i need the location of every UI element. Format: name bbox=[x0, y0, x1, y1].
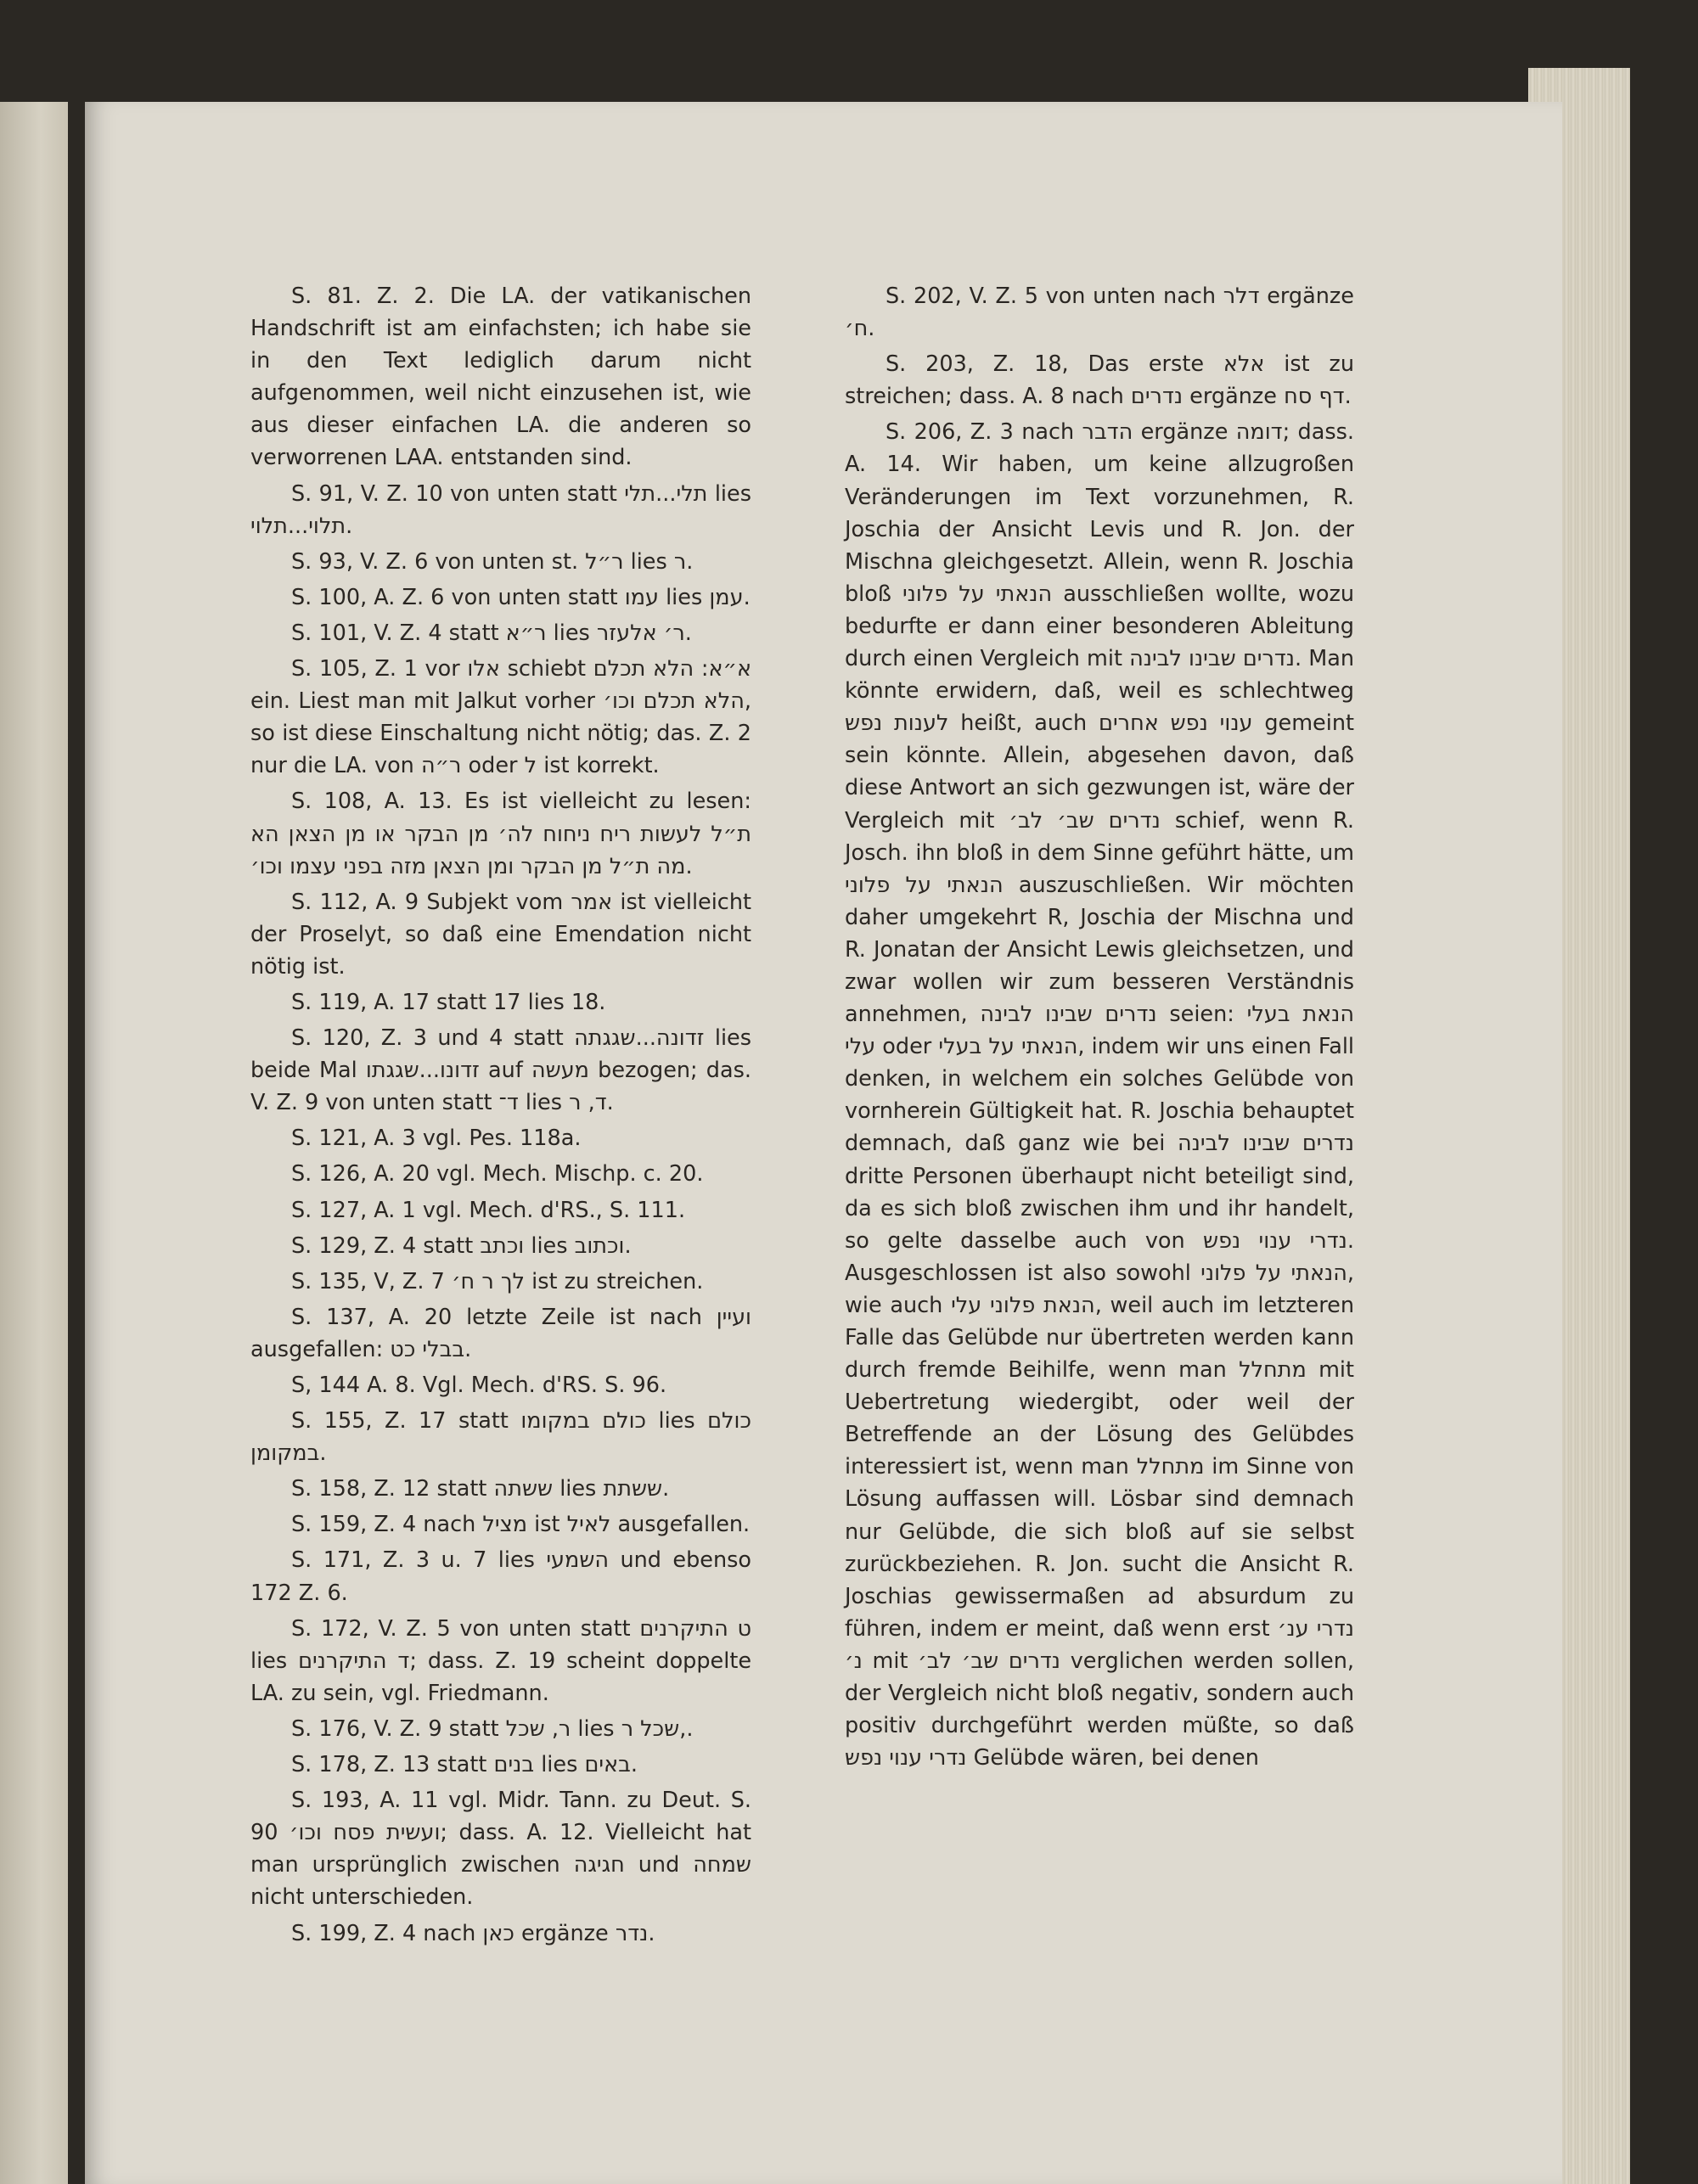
erratum-entry: S. 108, A. 13. Es ist vielleicht zu lesen: ת״ל לעשות ריח ניחוח לה׳ מן הבקר או מן הצאן הא מה ת״ל מן הבקר ומן הצאן מזה בפני עצמו וכו׳. bbox=[250, 789, 751, 879]
erratum-entry: S. 203, Z. 18, Das erste אלא ist zu streichen; dass. A. 8 nach נדרים ergänze דף סח. bbox=[845, 351, 1354, 410]
right-column bbox=[845, 280, 1354, 1777]
erratum-entry: S. 158, Z. 12 statt ששתה lies ששתת. bbox=[291, 1476, 670, 1502]
erratum-entry: S. 126, A. 20 vgl. Mech. Mischp. c. 20. bbox=[291, 1161, 704, 1187]
book-page bbox=[85, 102, 1562, 2184]
erratum-entry: S. 178, Z. 13 statt בנים lies באים. bbox=[291, 1752, 638, 1778]
erratum-entry: S. 119, A. 17 statt 17 lies 18. bbox=[291, 989, 606, 1015]
erratum-entry: S. 121, A. 3 vgl. Pes. 118a. bbox=[291, 1126, 582, 1152]
erratum-entry: S. 155, Z. 17 statt כולם במקומו lies כולם במקומן. bbox=[250, 1408, 751, 1467]
erratum-entry: S. 172, V. Z. 5 von unten statt ט התיקרנים lies ד התיקרנים; dass. Z. 19 scheint doppelte LA. zu sein, vgl. Friedmann. bbox=[250, 1615, 752, 1706]
erratum-entry: S. 159, Z. 4 nach מציל ist לאיל ausgefallen. bbox=[291, 1512, 751, 1538]
erratum-entry: S. 127, A. 1 vgl. Mech. d'RS., S. 111. bbox=[291, 1197, 686, 1223]
erratum-entry: S. 93, V. Z. 6 von unten st. ר״ל lies ר. bbox=[291, 548, 694, 575]
erratum-entry: S. 176, V. Z. 9 statt ר, שכל lies שכל ר,. bbox=[291, 1715, 694, 1742]
erratum-entry: S. 81. Z. 2. Die LA. der vatikanischen Handschrift ist am einfachsten; ich habe sie in den Text lediglich darum nicht aufgenommen, weil nicht einzusehen ist, wie aus dieser einfachen LA. die anderen so verworrenen LAA. entstanden sind. bbox=[250, 284, 751, 471]
erratum-entry: S. 101, V. Z. 4 statt ר״א lies ר׳ אלעזר. bbox=[291, 620, 692, 646]
erratum-entry: S. 105, Z. 1 vor אלו schiebt א״א: הלא תכלם ein. Liest man mit Jalkut vorher הלא תכלם וכו׳, so ist diese Einschaltung nicht nötig; das. Z. 2 nur die LA. von ר״ה oder ל ist korrekt. bbox=[250, 656, 752, 779]
erratum-entry: S. 100, A. Z. 6 von unten statt עמו lies עמן. bbox=[291, 584, 751, 610]
left-column bbox=[250, 280, 751, 1953]
facing-page-edge bbox=[0, 102, 68, 2184]
erratum-entry: S. 193, A. 11 vgl. Midr. Tann. zu Deut. S. 90 ועשית פסח וכו׳; dass. A. 12. Vielleicht hat man ursprünglich zwischen חגיגה und שמחה nicht unterschieden. bbox=[250, 1788, 751, 1911]
erratum-entry: S. 199, Z. 4 nach כאן ergänze נדר. bbox=[291, 1920, 655, 1946]
erratum-entry: S. 137, A. 20 letzte Zeile ist nach ועיין ausgefallen: בבלי כט. bbox=[250, 1304, 751, 1362]
erratum-entry: S, 144 A. 8. Vgl. Mech. d'RS. S. 96. bbox=[291, 1373, 667, 1398]
erratum-entry: S. 129, Z. 4 statt וכתב lies וכתוב. bbox=[291, 1232, 632, 1259]
erratum-entry: S. 206, Z. 3 nach הדבר ergänze דומה; dass. A. 14. Wir haben, um keine allzugroßen Veränderungen im Text vorzunehmen, R. Joschia der Ansicht Levis und R. Jon. der Mischna gleichgesetzt. Allein, wenn R. Joschia bloß הנאתי על פלוני ausschließen wollte, wozu bedurfte er dann einer besonderen Ableitung durch einen Vergleich mit נדרים שבינו לבינה. Man könnte erwidern, daß, weil es schlechtweg לענות נפש heißt, auch ענוי נפש אחרים gemeint sein könnte. Allein, abgesehen davon, daß diese Antwort an sich gezwungen ist, wäre der Vergleich mit נדרים שב׳ לב׳ schief, wenn R. Josch. ihn bloß in dem Sinne geführt hätte, um הנאתי על פלוני auszuschließen. Wir möchten daher umgekehrt R, Joschia der Mischna und R. Jonatan der Ansicht Lewis gleichsetzen, und zwar wollen wir zum besseren Verständnis annehmen, נדרים שבינו לבינה seien: הנאת בעלי עלי oder הנאתי על בעלי, indem wir uns einen Fall denken, in welchem ein solches Gelübde von vornherein Gültigkeit hat. R. Joschia behauptet demnach, daß ganz wie bei נדרים שבינו לבינה dritte Personen überhaupt nicht beteiligt sind, da es sich bloß zwischen ihm und ihr handelt, so gelte dasselbe auch von נדרי ענוי נפש. Ausgeschlossen ist also sowohl הנאתי על פלוני, wie auch הנאת פלוני עלי, weil auch im letzteren Falle das Gelübde nur übertreten werden kann durch fremde Beihilfe, wenn man מתחלל mit Uebertretung wiedergibt, oder weil der Betreffende an der Lösung des Gelübdes interessiert ist, wenn man מתחלל im Sinne von Lösung auffassen will. Lösbar sind demnach nur Gelübde, die sich bloß auf sie selbst zurückbeziehen. R. Jon. sucht die Ansicht R. Joschias gewissermaßen ad absurdum zu führen, indem er meint, daß wenn erst נדרי ענ׳ נ׳ mit נדרים שב׳ לב׳ verglichen werden sollen, der Vergleich nicht bloß negativ, sondern auch positiv durchgeführt werden müßte, so daß נדרי ענוי נפש Gelübde wären, bei denen bbox=[845, 419, 1355, 1771]
erratum-entry: S. 135, V, Z. 7 לך ר ח׳ ist zu streichen. bbox=[291, 1268, 704, 1294]
erratum-entry: S. 202, V. Z. 5 von unten nach דלר ergänze ח׳. bbox=[845, 284, 1354, 342]
erratum-entry: S. 171, Z. 3 u. 7 lies השמעי und ebenso 172 Z. 6. bbox=[250, 1547, 751, 1606]
erratum-entry: S. 91, V. Z. 10 von unten statt תלי...תלי lies תלוי...תלוי. bbox=[250, 480, 751, 539]
erratum-entry: S. 112, A. 9 Subjekt vom אמר ist vielleicht der Proselyt, so daß eine Emendation nicht nötig ist. bbox=[250, 889, 751, 980]
erratum-entry: S. 120, Z. 3 und 4 statt זדונה...שגגתה lies beide Mal זדונו...שגגתו auf מעשה bezogen; das. V. Z. 9 von unten statt ד־ lies ד, ר. bbox=[250, 1025, 752, 1116]
